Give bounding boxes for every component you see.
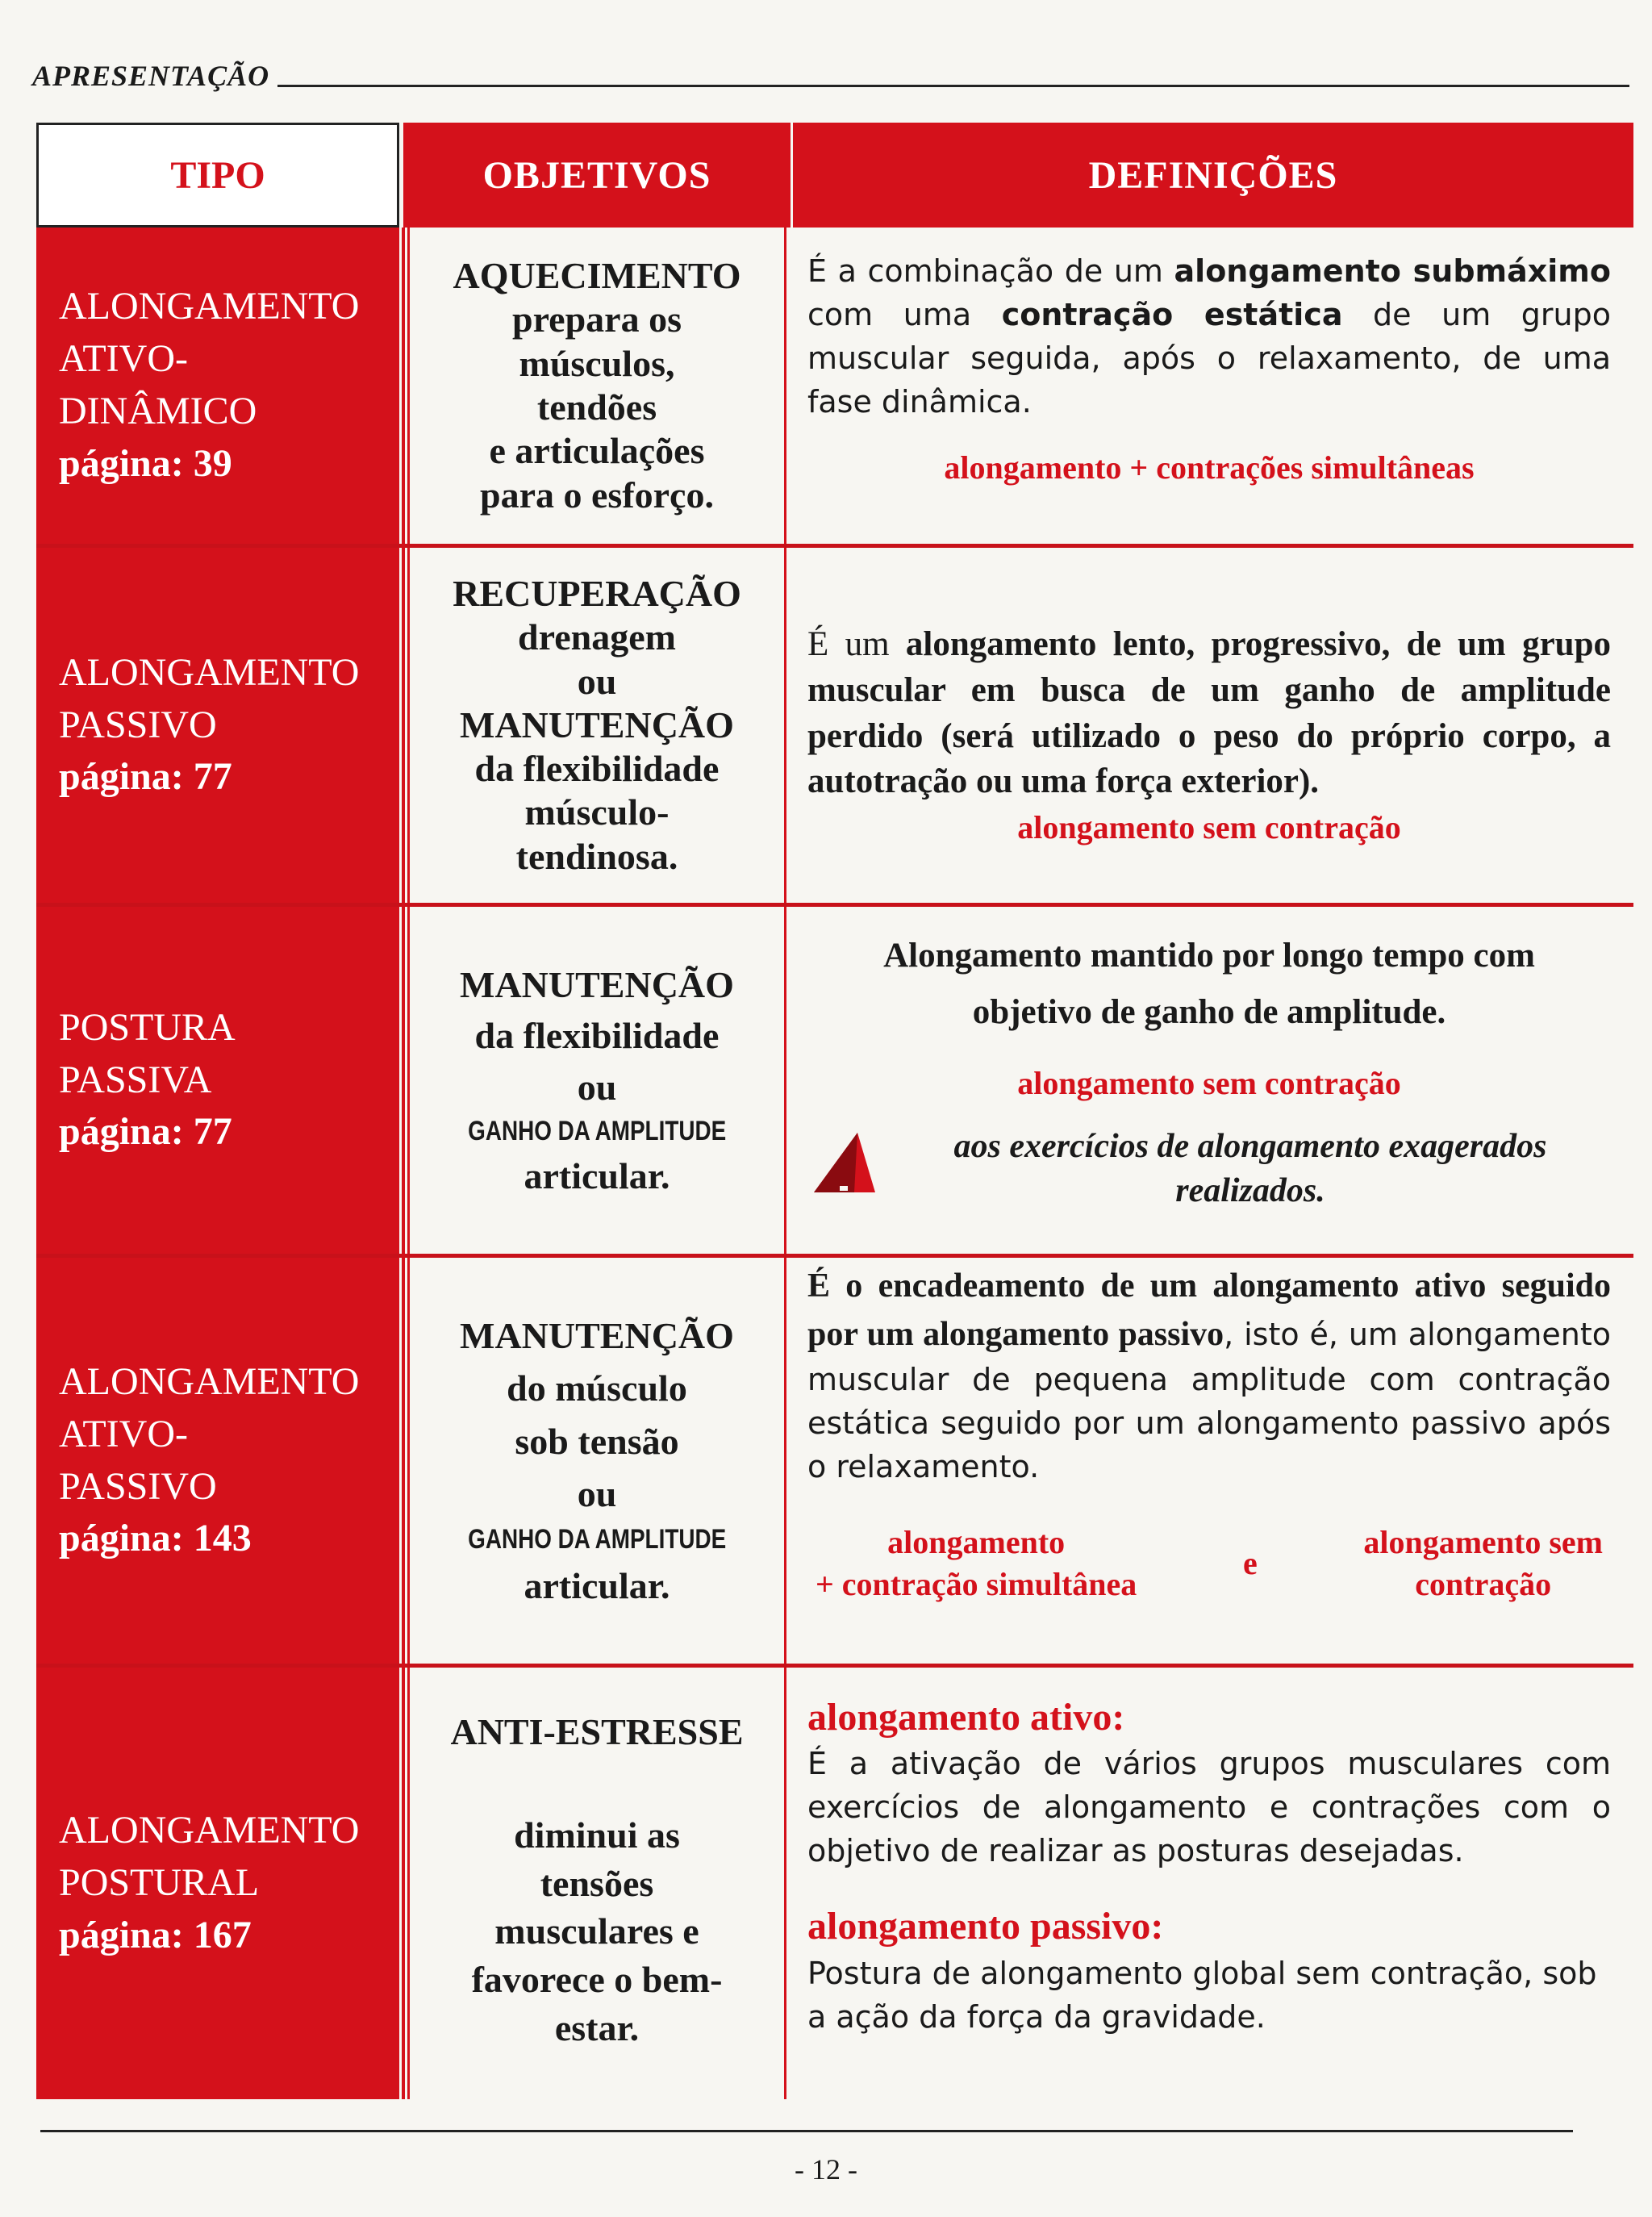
tipo-line: ALONGAMENTO <box>59 285 360 328</box>
column-header-tipo: TIPO <box>36 123 399 228</box>
objective-line: tensões <box>540 1862 654 1904</box>
table-row <box>36 907 1633 1254</box>
page-reference: página: 39 <box>59 441 232 485</box>
tipo-line: POSTURA <box>59 1005 236 1049</box>
definition-summary: alongamento + contrações simultâneas <box>944 449 1475 486</box>
definition-text: É a ativação de vários grupos musculares com exercícios de alongamento e contrações com o objetivo de realizar as posturas desejadas. <box>807 1746 1611 1869</box>
objective-line: RECUPERAÇÃO <box>453 573 741 615</box>
objective-line: ou <box>577 1473 617 1515</box>
definition-summary-pair <box>807 1522 1611 1605</box>
summary-line: contração <box>1415 1566 1552 1603</box>
tipo-cell <box>36 548 399 903</box>
objective-line: musculares e <box>494 1910 699 1952</box>
tipo-line: PASSIVO <box>59 703 217 746</box>
objective-line: da flexibilidade <box>474 748 720 790</box>
table-row <box>36 548 1633 903</box>
tipo-line: ATIVO- <box>59 1412 188 1455</box>
objective-line: ou <box>577 1066 617 1108</box>
objective-line: e articulações <box>489 430 705 472</box>
definition-heading: alongamento passivo: <box>807 1905 1164 1948</box>
summary-line: alongamento <box>887 1524 1066 1561</box>
definition-summary <box>1363 1522 1603 1605</box>
stretching-table <box>36 123 1633 2099</box>
objective-line: favorece o bem- <box>471 1959 723 2001</box>
tipo-line: PASSIVA <box>59 1058 212 1101</box>
objective-line: drenagem <box>518 616 676 658</box>
tipo-cell <box>36 228 399 544</box>
objective-line: músculos, <box>519 342 675 384</box>
warning-text: aos exercícios de alongamento exagerados realizados. <box>953 1128 1547 1209</box>
objective-line: articular. <box>524 1154 670 1196</box>
tipo-line: POSTURAL <box>59 1861 260 1905</box>
tipo-cell <box>36 1258 399 1664</box>
summary-line: + contração simultânea <box>816 1566 1137 1603</box>
objective-line: estar. <box>554 2006 640 2048</box>
definicao-cell <box>793 228 1633 544</box>
definition-text: Alongamento mantido por longo tempo com objetivo de ganho de amplitude. <box>883 937 1535 1031</box>
tipo-line: ALONGAMENTO <box>59 1809 360 1852</box>
objective-line: do músculo <box>507 1367 687 1409</box>
objetivos-cell <box>407 907 786 1254</box>
definicao-cell <box>793 548 1633 903</box>
definition-text: É um alongamento lento, progressivo, de um grupo muscular em busca de um ganho de amplitude perdido (será utilizado o peso do próprio corpo, a autotração ou uma força exterior). <box>807 625 1611 801</box>
definition-text: Postura de alongamento global sem contração, sob a ação da força da gravidade. <box>807 1955 1597 2035</box>
objective-line: músculo- <box>524 791 670 833</box>
objective-line: tendinosa. <box>515 835 678 877</box>
section-title: APRESENTAÇÃO <box>32 60 270 92</box>
column-divider <box>402 228 405 2099</box>
tipo-line: DINÂMICO <box>59 390 257 432</box>
objective-line: MANUTENÇÃO <box>460 704 734 745</box>
tipo-line: PASSIVO <box>59 1464 217 1508</box>
objetivos-cell <box>407 1668 786 2099</box>
table-row <box>36 1258 1633 1664</box>
definicao-cell <box>793 907 1633 1254</box>
definition-text: É a combinação de um alongamento submáximo com uma contração estática de um grupo muscular seguida, após o relaxamento, de uma fase dinâmica. <box>807 253 1611 420</box>
objective-small-line: GANHO DA AMPLITUDE <box>467 1116 727 1147</box>
definition-heading: alongamento ativo: <box>807 1696 1125 1739</box>
tipo-line: ATIVO- <box>59 337 188 381</box>
objective-line: diminui as <box>514 1814 680 1856</box>
definition-summary: alongamento sem contração <box>1017 1065 1401 1102</box>
objective-line: AQUECIMENTO <box>453 255 741 297</box>
objective-small-line: GANHO DA AMPLITUDE <box>467 1524 727 1555</box>
table-header-row <box>36 123 1633 228</box>
objective-line: tendões <box>536 386 657 428</box>
table-row <box>36 1668 1633 2099</box>
objetivos-cell <box>407 548 786 903</box>
objective-line: articular. <box>524 1564 670 1606</box>
warning-icon <box>807 1129 880 1208</box>
footer-rule <box>40 2130 1573 2132</box>
page-reference: página: 77 <box>59 755 232 799</box>
warning-note <box>807 1125 1611 1213</box>
page-number: - 12 - <box>795 2153 857 2186</box>
summary-connector: e <box>1242 1544 1258 1581</box>
tipo-cell <box>36 1668 399 2099</box>
objective-line: prepara os <box>512 299 682 340</box>
objetivos-cell <box>407 228 786 544</box>
objective-line: da flexibilidade <box>474 1015 720 1057</box>
objetivos-cell <box>407 1258 786 1664</box>
objective-line: MANUTENÇÃO <box>460 963 734 1005</box>
column-header-definicoes: DEFINIÇÕES <box>793 123 1633 228</box>
definicao-cell <box>793 1258 1633 1664</box>
objective-line: sob tensão <box>515 1420 679 1462</box>
tipo-cell <box>36 907 399 1254</box>
page-header <box>32 50 1629 90</box>
definition-summary <box>816 1522 1137 1605</box>
column-header-objetivos: OBJETIVOS <box>403 123 791 228</box>
objective-line: ou <box>577 660 617 702</box>
tipo-line: ALONGAMENTO <box>59 650 360 694</box>
page-reference: página: 167 <box>59 1913 252 1956</box>
summary-line: alongamento sem <box>1363 1524 1603 1561</box>
page-reference: página: 143 <box>59 1517 252 1560</box>
objective-line: ANTI-ESTRESSE <box>450 1711 744 1752</box>
objective-line: para o esforço. <box>480 474 714 516</box>
page-reference: página: 77 <box>59 1110 232 1154</box>
tipo-line: ALONGAMENTO <box>59 1359 360 1403</box>
definition-summary: alongamento sem contração <box>1017 809 1401 845</box>
header-rule <box>277 85 1629 87</box>
definicao-cell <box>793 1668 1633 2099</box>
objective-line: MANUTENÇÃO <box>460 1315 734 1357</box>
table-row <box>36 228 1633 544</box>
definition-text: É o encadeamento de um alongamento ativo seguido por um alongamento passivo, isto é, um alongamento muscular de pequena amplitude com contração estática seguido por um alongamento passivo após o relaxamento. <box>807 1267 1611 1485</box>
